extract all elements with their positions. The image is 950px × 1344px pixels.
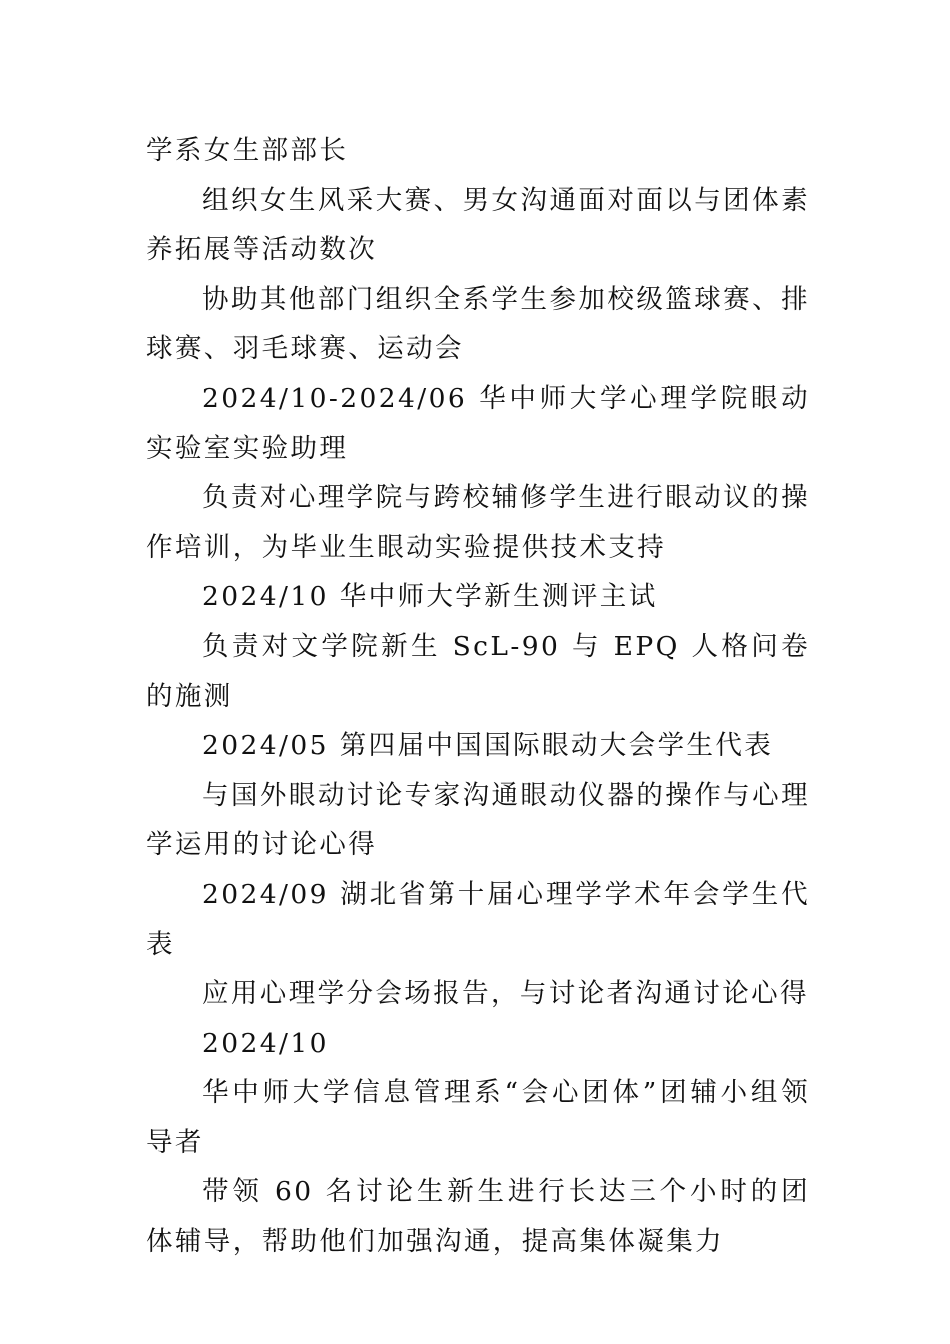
- paragraph-8: 2024/05 第四届中国国际眼动大会学生代表: [202, 730, 774, 762]
- paragraph-12: 2024/10: [202, 1027, 329, 1059]
- paragraph-1: 学系女生部部长: [146, 135, 349, 166]
- paragraph-13: 华中师大学信息管理系“会心团体”团辅小组领导者: [146, 1077, 810, 1158]
- paragraph-9: 与国外眼动讨论专家沟通眼动仪器的操作与心理学运用的讨论心得: [146, 779, 810, 861]
- paragraph-5: 负责对心理学院与跨校辅修学生进行眼动议的操作培训，为毕业生眼动实验提供技术支持: [146, 482, 810, 563]
- paragraph-14: 带领 60 名讨论生新生进行长达三个小时的团体辅导，帮助他们加强沟通，提高集体凝集力: [146, 1176, 810, 1258]
- paragraph-7: 负责对文学院新生 ScL-90 与 EPQ 人格问卷的施测: [146, 630, 810, 712]
- paragraph-3: 协助其他部门组织全系学生参加校级篮球赛、排球赛、羽毛球赛、运动会: [146, 283, 810, 365]
- paragraph-6: 2024/10 华中师大学新生测评主试: [202, 581, 658, 613]
- paragraph-4: 2024/10-2024/06 华中师大学心理学院眼动实验室实验助理: [146, 382, 810, 464]
- document-body: [146, 126, 810, 1267]
- paragraph-2: 组织女生风采大赛、男女沟通面对面以与团体素养拓展等活动数次: [146, 184, 810, 266]
- paragraph-11: 应用心理学分会场报告，与讨论者沟通讨论心得: [202, 978, 809, 1010]
- paragraph-10: 2024/09 湖北省第十届心理学学术年会学生代表: [146, 878, 810, 960]
